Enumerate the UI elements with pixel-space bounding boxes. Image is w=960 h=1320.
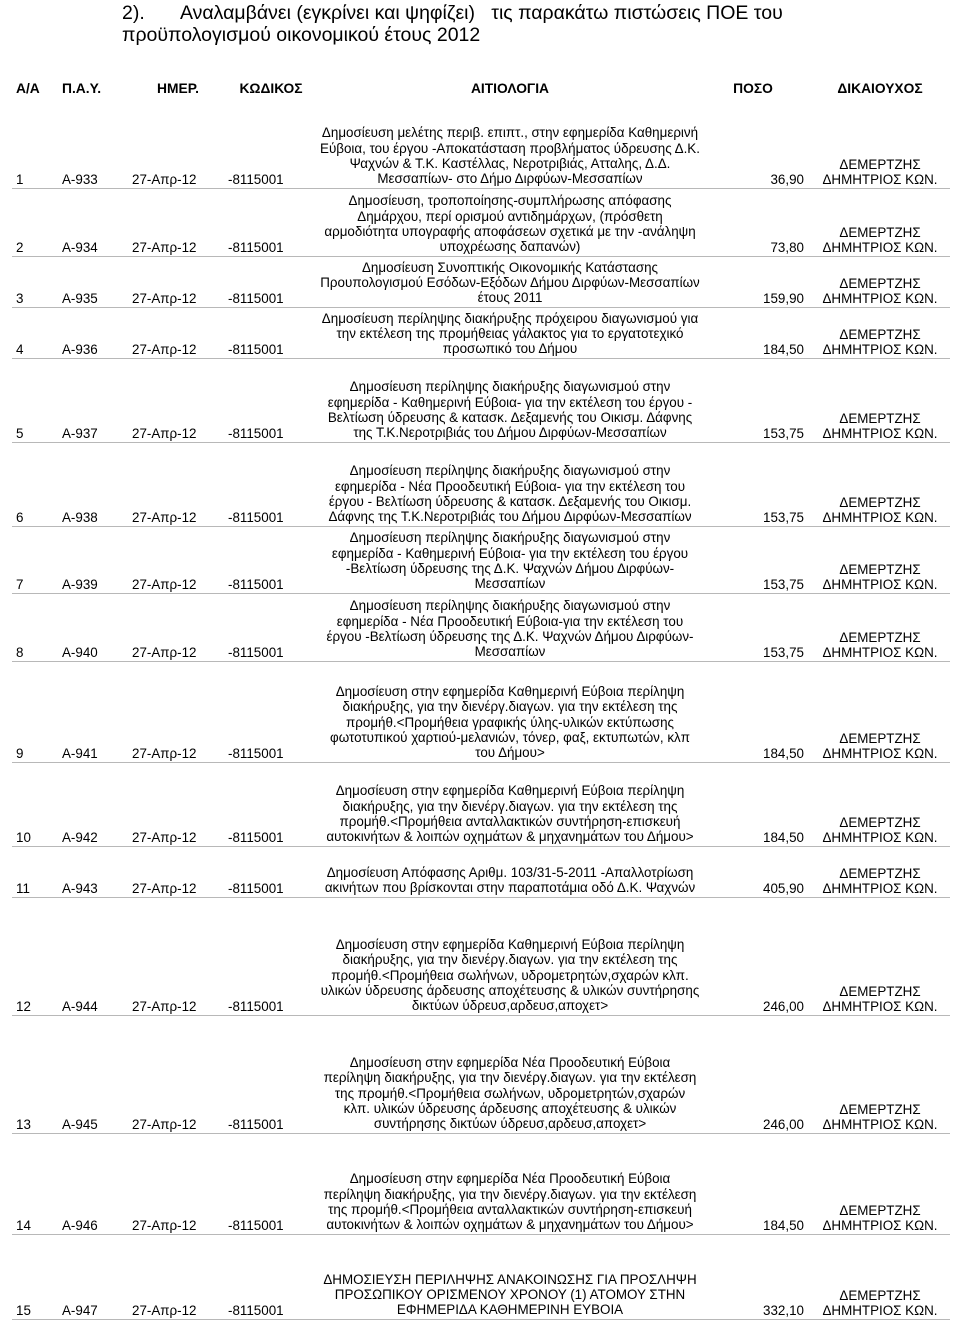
row-pay: Α-940 <box>62 593 132 661</box>
table-row <box>12 96 950 188</box>
row-beneficiary <box>810 256 950 307</box>
row-aa: 2 <box>12 188 62 256</box>
table-row <box>12 846 950 897</box>
beneficiary-name: ΔΗΜΗΤΡΙΟΣ ΚΩΝ. <box>822 999 938 1015</box>
row-date: 27-Απρ-12 <box>132 442 224 526</box>
table-row <box>12 188 950 256</box>
table-row <box>12 762 950 846</box>
row-code: -8115001 <box>224 256 318 307</box>
row-aa: 8 <box>12 593 62 661</box>
row-date: 27-Απρ-12 <box>132 526 224 593</box>
col-code: ΚΩΔΙΚΟΣ <box>239 80 303 96</box>
beneficiary-name: ΔΗΜΗΤΡΙΟΣ ΚΩΝ. <box>822 881 938 897</box>
table-row <box>12 442 950 526</box>
row-amount: 184,50 <box>702 1133 810 1234</box>
table-row <box>12 1234 950 1319</box>
row-pay: Α-938 <box>62 442 132 526</box>
row-beneficiary <box>810 188 950 256</box>
col-desc: ΑΙΤΙΟΛΟΓΙΑ <box>470 80 550 96</box>
row-description: Δημοσίευση περίληψης διακήρυξης διαγωνισμού στην εφημερίδα - Νέα Προοδευτική Εύβοια- για την εκτέλεση του έργου - Βελτίωση ύδρευσης & κατασκ. Δεξαμενής του Οικισμ. Δάφνης της Τ.Κ.Νεροτριβιάς του Δήμου Διρφύων-Μεσσαπίων <box>318 442 702 526</box>
row-beneficiary <box>810 1133 950 1234</box>
row-description: Δημοσίευση περίληψης διακήρυξης διαγωνισμού στην εφημερίδα - Νέα Προοδευτική Εύβοια-για την εκτέλεση του έργου -Βελτίωση ύδρευσης της Δ.Κ. Ψαχνών Δήμου Διρφύων-Μεσσαπίων <box>318 593 702 661</box>
row-pay: Α-945 <box>62 1015 132 1133</box>
row-code: -8115001 <box>224 442 318 526</box>
row-aa: 15 <box>12 1234 62 1319</box>
beneficiary-name: ΔΗΜΗΤΡΙΟΣ ΚΩΝ. <box>822 746 938 762</box>
row-beneficiary <box>810 1015 950 1133</box>
beneficiary-surname: ΔΕΜΕΡΤΖΗΣ <box>839 156 921 172</box>
credits-table <box>12 78 950 1320</box>
row-beneficiary <box>810 762 950 846</box>
row-beneficiary <box>810 442 950 526</box>
row-aa: 5 <box>12 358 62 442</box>
row-amount: 246,00 <box>702 1015 810 1133</box>
row-date: 27-Απρ-12 <box>132 762 224 846</box>
row-pay: Α-939 <box>62 526 132 593</box>
row-date: 27-Απρ-12 <box>132 593 224 661</box>
row-aa: 12 <box>12 897 62 1015</box>
beneficiary-name: ΔΗΜΗΤΡΙΟΣ ΚΩΝ. <box>822 426 938 442</box>
row-code: -8115001 <box>224 358 318 442</box>
row-aa: 4 <box>12 307 62 358</box>
row-code: -8115001 <box>224 188 318 256</box>
beneficiary-name: ΔΗΜΗΤΡΙΟΣ ΚΩΝ. <box>822 342 938 358</box>
row-beneficiary <box>810 897 950 1015</box>
row-description: Δημοσίευση μελέτης περιβ. επιπτ., στην εφημερίδα Καθημερινή Εύβοια, του έργου -Αποκατάσταση προβλήματος ύδρευσης Δ.Κ. Ψαχνών & Τ.Κ. Καστέλλας, Νεροτριβιάς, Ατταλης, Δ.Δ. Μεσσαπίων- στο Δήμο Διρφύων-Μεσσαπίων <box>318 96 702 188</box>
beneficiary-surname: ΔΕΜΕΡΤΖΗΣ <box>839 1287 921 1303</box>
row-beneficiary <box>810 593 950 661</box>
row-description: Δημοσίευση στην εφημερίδα Νέα Προοδευτική Εύβοια περίληψη διακήρυξης, για την διενέργ.διαγων. για την εκτέλεση της προμήθ.<Προμήθεια σωλήνων, υδρομετρητών,σχαρών κλπ. υλικών ύδρευσης άρδευσης αποχέτευσης & υλικών συντήρησης δικτύων ύδρευσ,αρδευσ,αποχετ> <box>318 1015 702 1133</box>
table-row <box>12 526 950 593</box>
row-aa: 7 <box>12 526 62 593</box>
row-aa: 6 <box>12 442 62 526</box>
row-date: 27-Απρ-12 <box>132 661 224 762</box>
row-pay: Α-936 <box>62 307 132 358</box>
row-pay: Α-935 <box>62 256 132 307</box>
row-description: Δημοσίευση στην εφημερίδα Καθημερινή Εύβοια περίληψη διακήρυξης, για την διενέργ.διαγων. για την εκτέλεση της προμήθ.<Προμήθεια σωλήνων, υδρομετρητών,σχαρών κλπ. υλικών ύδρευσης άρδευσης αποχέτευσης & υλικών συντήρησης δικτύων ύδρευσ,αρδευσ,αποχετ> <box>318 897 702 1015</box>
row-amount: 159,90 <box>702 256 810 307</box>
row-amount: 184,50 <box>702 307 810 358</box>
row-code: -8115001 <box>224 1015 318 1133</box>
beneficiary-surname: ΔΕΜΕΡΤΖΗΣ <box>839 814 921 830</box>
row-amount: 405,90 <box>702 846 810 897</box>
row-code: -8115001 <box>224 661 318 762</box>
row-amount: 332,10 <box>702 1234 810 1319</box>
row-beneficiary <box>810 661 950 762</box>
beneficiary-name: ΔΗΜΗΤΡΙΟΣ ΚΩΝ. <box>822 830 938 846</box>
row-date: 27-Απρ-12 <box>132 188 224 256</box>
beneficiary-name: ΔΗΜΗΤΡΙΟΣ ΚΩΝ. <box>822 510 938 526</box>
row-amount: 184,50 <box>702 661 810 762</box>
row-aa: 13 <box>12 1015 62 1133</box>
row-date: 27-Απρ-12 <box>132 846 224 897</box>
heading-line-1: Αναλαμβάνει (εγκρίνει και ψηφίζει) τις παρακάτω πιστώσεις ΠΟΕ του <box>180 2 783 24</box>
beneficiary-surname: ΔΕΜΕΡΤΖΗΣ <box>839 1101 921 1117</box>
col-date: ΗΜΕΡ. <box>157 80 199 96</box>
row-amount: 153,75 <box>702 526 810 593</box>
row-pay: Α-946 <box>62 1133 132 1234</box>
heading-line-2: προϋπολογισμού οικονομικού έτους 2012 <box>122 24 481 46</box>
col-amount: ΠΟΣΟ <box>733 80 773 96</box>
row-description: ΔΗΜΟΣΙΕΥΣΗ ΠΕΡΙΛΗΨΗΣ ΑΝΑΚΟΙΝΩΣΗΣ ΓΙΑ ΠΡΟΣΛΗΨΗ ΠΡΟΣΩΠΙΚΟΥ ΟΡΙΣΜΕΝΟΥ ΧΡΟΝΟΥ (1) ΑΤΟΜΟΥ ΣΤΗΝ ΕΦΗΜΕΡΙΔΑ ΚΑΘΗΜΕΡΙΝΗ ΕΥΒΟΙΑ <box>318 1234 702 1319</box>
row-pay: Α-941 <box>62 661 132 762</box>
row-pay: Α-943 <box>62 846 132 897</box>
row-beneficiary <box>810 96 950 188</box>
row-date: 27-Απρ-12 <box>132 358 224 442</box>
row-date: 27-Απρ-12 <box>132 1133 224 1234</box>
beneficiary-name: ΔΗΜΗΤΡΙΟΣ ΚΩΝ. <box>822 172 938 188</box>
table-row <box>12 358 950 442</box>
row-code: -8115001 <box>224 593 318 661</box>
table-row <box>12 897 950 1015</box>
row-beneficiary <box>810 307 950 358</box>
row-amount: 184,50 <box>702 762 810 846</box>
row-aa: 10 <box>12 762 62 846</box>
row-code: -8115001 <box>224 762 318 846</box>
col-beneficiary: ΔΙΚΑΙΟΥΧΟΣ <box>837 80 923 96</box>
beneficiary-name: ΔΗΜΗΤΡΙΟΣ ΚΩΝ. <box>822 577 938 593</box>
col-pay: Π.Α.Υ. <box>62 80 102 96</box>
beneficiary-surname: ΔΕΜΕΡΤΖΗΣ <box>839 224 921 240</box>
beneficiary-name: ΔΗΜΗΤΡΙΟΣ ΚΩΝ. <box>822 240 938 256</box>
row-date: 27-Απρ-12 <box>132 96 224 188</box>
row-date: 27-Απρ-12 <box>132 1015 224 1133</box>
beneficiary-surname: ΔΕΜΕΡΤΖΗΣ <box>839 275 921 291</box>
row-date: 27-Απρ-12 <box>132 1234 224 1319</box>
row-date: 27-Απρ-12 <box>132 307 224 358</box>
beneficiary-name: ΔΗΜΗΤΡΙΟΣ ΚΩΝ. <box>822 1218 938 1234</box>
row-aa: 14 <box>12 1133 62 1234</box>
row-date: 27-Απρ-12 <box>132 256 224 307</box>
row-amount: 153,75 <box>702 593 810 661</box>
row-code: -8115001 <box>224 1234 318 1319</box>
row-beneficiary <box>810 846 950 897</box>
row-pay: Α-933 <box>62 96 132 188</box>
row-aa: 1 <box>12 96 62 188</box>
row-code: -8115001 <box>224 846 318 897</box>
row-aa: 11 <box>12 846 62 897</box>
beneficiary-surname: ΔΕΜΕΡΤΖΗΣ <box>839 326 921 342</box>
beneficiary-name: ΔΗΜΗΤΡΙΟΣ ΚΩΝ. <box>822 1117 938 1133</box>
section-number: 2). <box>122 2 145 24</box>
table-row <box>12 256 950 307</box>
row-description: Δημοσίευση Απόφασης Αριθμ. 103/31-5-2011 -Απαλλοτρίωση ακινήτων που βρίσκονται στην παραποτάμια οδό Δ.Κ. Ψαχνών <box>318 846 702 897</box>
row-code: -8115001 <box>224 526 318 593</box>
row-amount: 246,00 <box>702 897 810 1015</box>
section-heading <box>122 2 783 46</box>
beneficiary-surname: ΔΕΜΕΡΤΖΗΣ <box>839 561 921 577</box>
beneficiary-name: ΔΗΜΗΤΡΙΟΣ ΚΩΝ. <box>822 645 938 661</box>
row-beneficiary <box>810 526 950 593</box>
row-pay: Α-947 <box>62 1234 132 1319</box>
table-row <box>12 1015 950 1133</box>
row-description: Δημοσίευση περίληψης διακήρυξης διαγωνισμού στην εφημερίδα - Καθημερινή Εύβοια- για την εκτέλεση του έργου - Βελτίωση ύδρευσης & κατασκ. Δεξαμενής του Οικισμ. Δάφνης της Τ.Κ.Νεροτριβιάς του Δήμου Διρφύων-Μεσσαπίων <box>318 358 702 442</box>
beneficiary-surname: ΔΕΜΕΡΤΖΗΣ <box>839 983 921 999</box>
row-code: -8115001 <box>224 96 318 188</box>
row-amount: 153,75 <box>702 358 810 442</box>
row-beneficiary <box>810 358 950 442</box>
row-description: Δημοσίευση στην εφημερίδα Καθημερινή Εύβοια περίληψη διακήρυξης, για την διενέργ.διαγων. για την εκτέλεση της προμήθ.<Προμήθεια γραφικής ύλης-υλικών εκτύπωσης φωτοτυπικού χαρτιού-μελανιών, τόνερ, φαξ, εκτυπωτών, κλπ του Δήμου> <box>318 661 702 762</box>
table-row <box>12 307 950 358</box>
table-row <box>12 661 950 762</box>
beneficiary-surname: ΔΕΜΕΡΤΖΗΣ <box>839 410 921 426</box>
row-description: Δημοσίευση περίληψης διακήρυξης διαγωνισμού στην εφημερίδα - Καθημερινή Εύβοια- για την εκτέλεση του έργου -Βελτίωση ύδρευσης της Δ.Κ. Ψαχνών Δήμου Διρφύων-Μεσσαπίων <box>318 526 702 593</box>
row-pay: Α-934 <box>62 188 132 256</box>
row-description: Δημοσίευση περίληψης διακήρυξης πρόχειρου διαγωνισμού για την εκτέλεση της προμήθειας γάλακτος για το εργατοτεχικό προσωπικό του Δήμου <box>318 307 702 358</box>
row-description: Δημοσίευση στην εφημερίδα Καθημερινή Εύβοια περίληψη διακήρυξης, για την διενέργ.διαγων. για την εκτέλεση της προμήθ.<Προμήθεια ανταλλακτικών συντήρηση-επισκευή αυτοκινήτων & λοιπών οχημάτων & μηχανημάτων του Δήμου> <box>318 762 702 846</box>
row-beneficiary <box>810 1234 950 1319</box>
row-date: 27-Απρ-12 <box>132 897 224 1015</box>
row-code: -8115001 <box>224 307 318 358</box>
table-row <box>12 593 950 661</box>
row-pay: Α-942 <box>62 762 132 846</box>
beneficiary-name: ΔΗΜΗΤΡΙΟΣ ΚΩΝ. <box>822 291 938 307</box>
row-code: -8115001 <box>224 897 318 1015</box>
table-row <box>12 1133 950 1234</box>
row-description: Δημοσίευση στην εφημερίδα Νέα Προοδευτική Εύβοια περίληψη διακήρυξης, για την διενέργ.διαγων. για την εκτέλεση της προμήθ.<Προμήθεια ανταλλακτικών συντήρηση-επισκευή αυτοκινήτων & λοιπών οχημάτων & μηχανημάτων του Δήμου> <box>318 1133 702 1234</box>
row-aa: 3 <box>12 256 62 307</box>
row-amount: 73,80 <box>702 188 810 256</box>
beneficiary-surname: ΔΕΜΕΡΤΖΗΣ <box>839 494 921 510</box>
beneficiary-surname: ΔΕΜΕΡΤΖΗΣ <box>839 1202 921 1218</box>
table-header <box>12 78 950 96</box>
row-pay: Α-944 <box>62 897 132 1015</box>
col-aa: Α/Α <box>16 80 40 96</box>
row-description: Δημοσίευση Συνοπτικής Οικονομικής Κατάστασης Προυπολογισμού Εσόδων-Εξόδων Δήμου Διρφύων-Μεσσαπίων έτους 2011 <box>318 256 702 307</box>
beneficiary-surname: ΔΕΜΕΡΤΖΗΣ <box>839 629 921 645</box>
row-pay: Α-937 <box>62 358 132 442</box>
row-description: Δημοσίευση, τροποποίησης-συμπλήρωσης απόφασης Δημάρχου, περί ορισμού αντιδημάρχων, (πρόσθετη αρμοδιότητα υπογραφής αποφάσεων σχετικά με την -ανάληψη υποχρέωσης δαπανών) <box>318 188 702 256</box>
row-aa: 9 <box>12 661 62 762</box>
beneficiary-surname: ΔΕΜΕΡΤΖΗΣ <box>839 730 921 746</box>
beneficiary-name: ΔΗΜΗΤΡΙΟΣ ΚΩΝ. <box>822 1303 938 1319</box>
row-code: -8115001 <box>224 1133 318 1234</box>
row-amount: 36,90 <box>702 96 810 188</box>
row-amount: 153,75 <box>702 442 810 526</box>
beneficiary-surname: ΔΕΜΕΡΤΖΗΣ <box>839 865 921 881</box>
